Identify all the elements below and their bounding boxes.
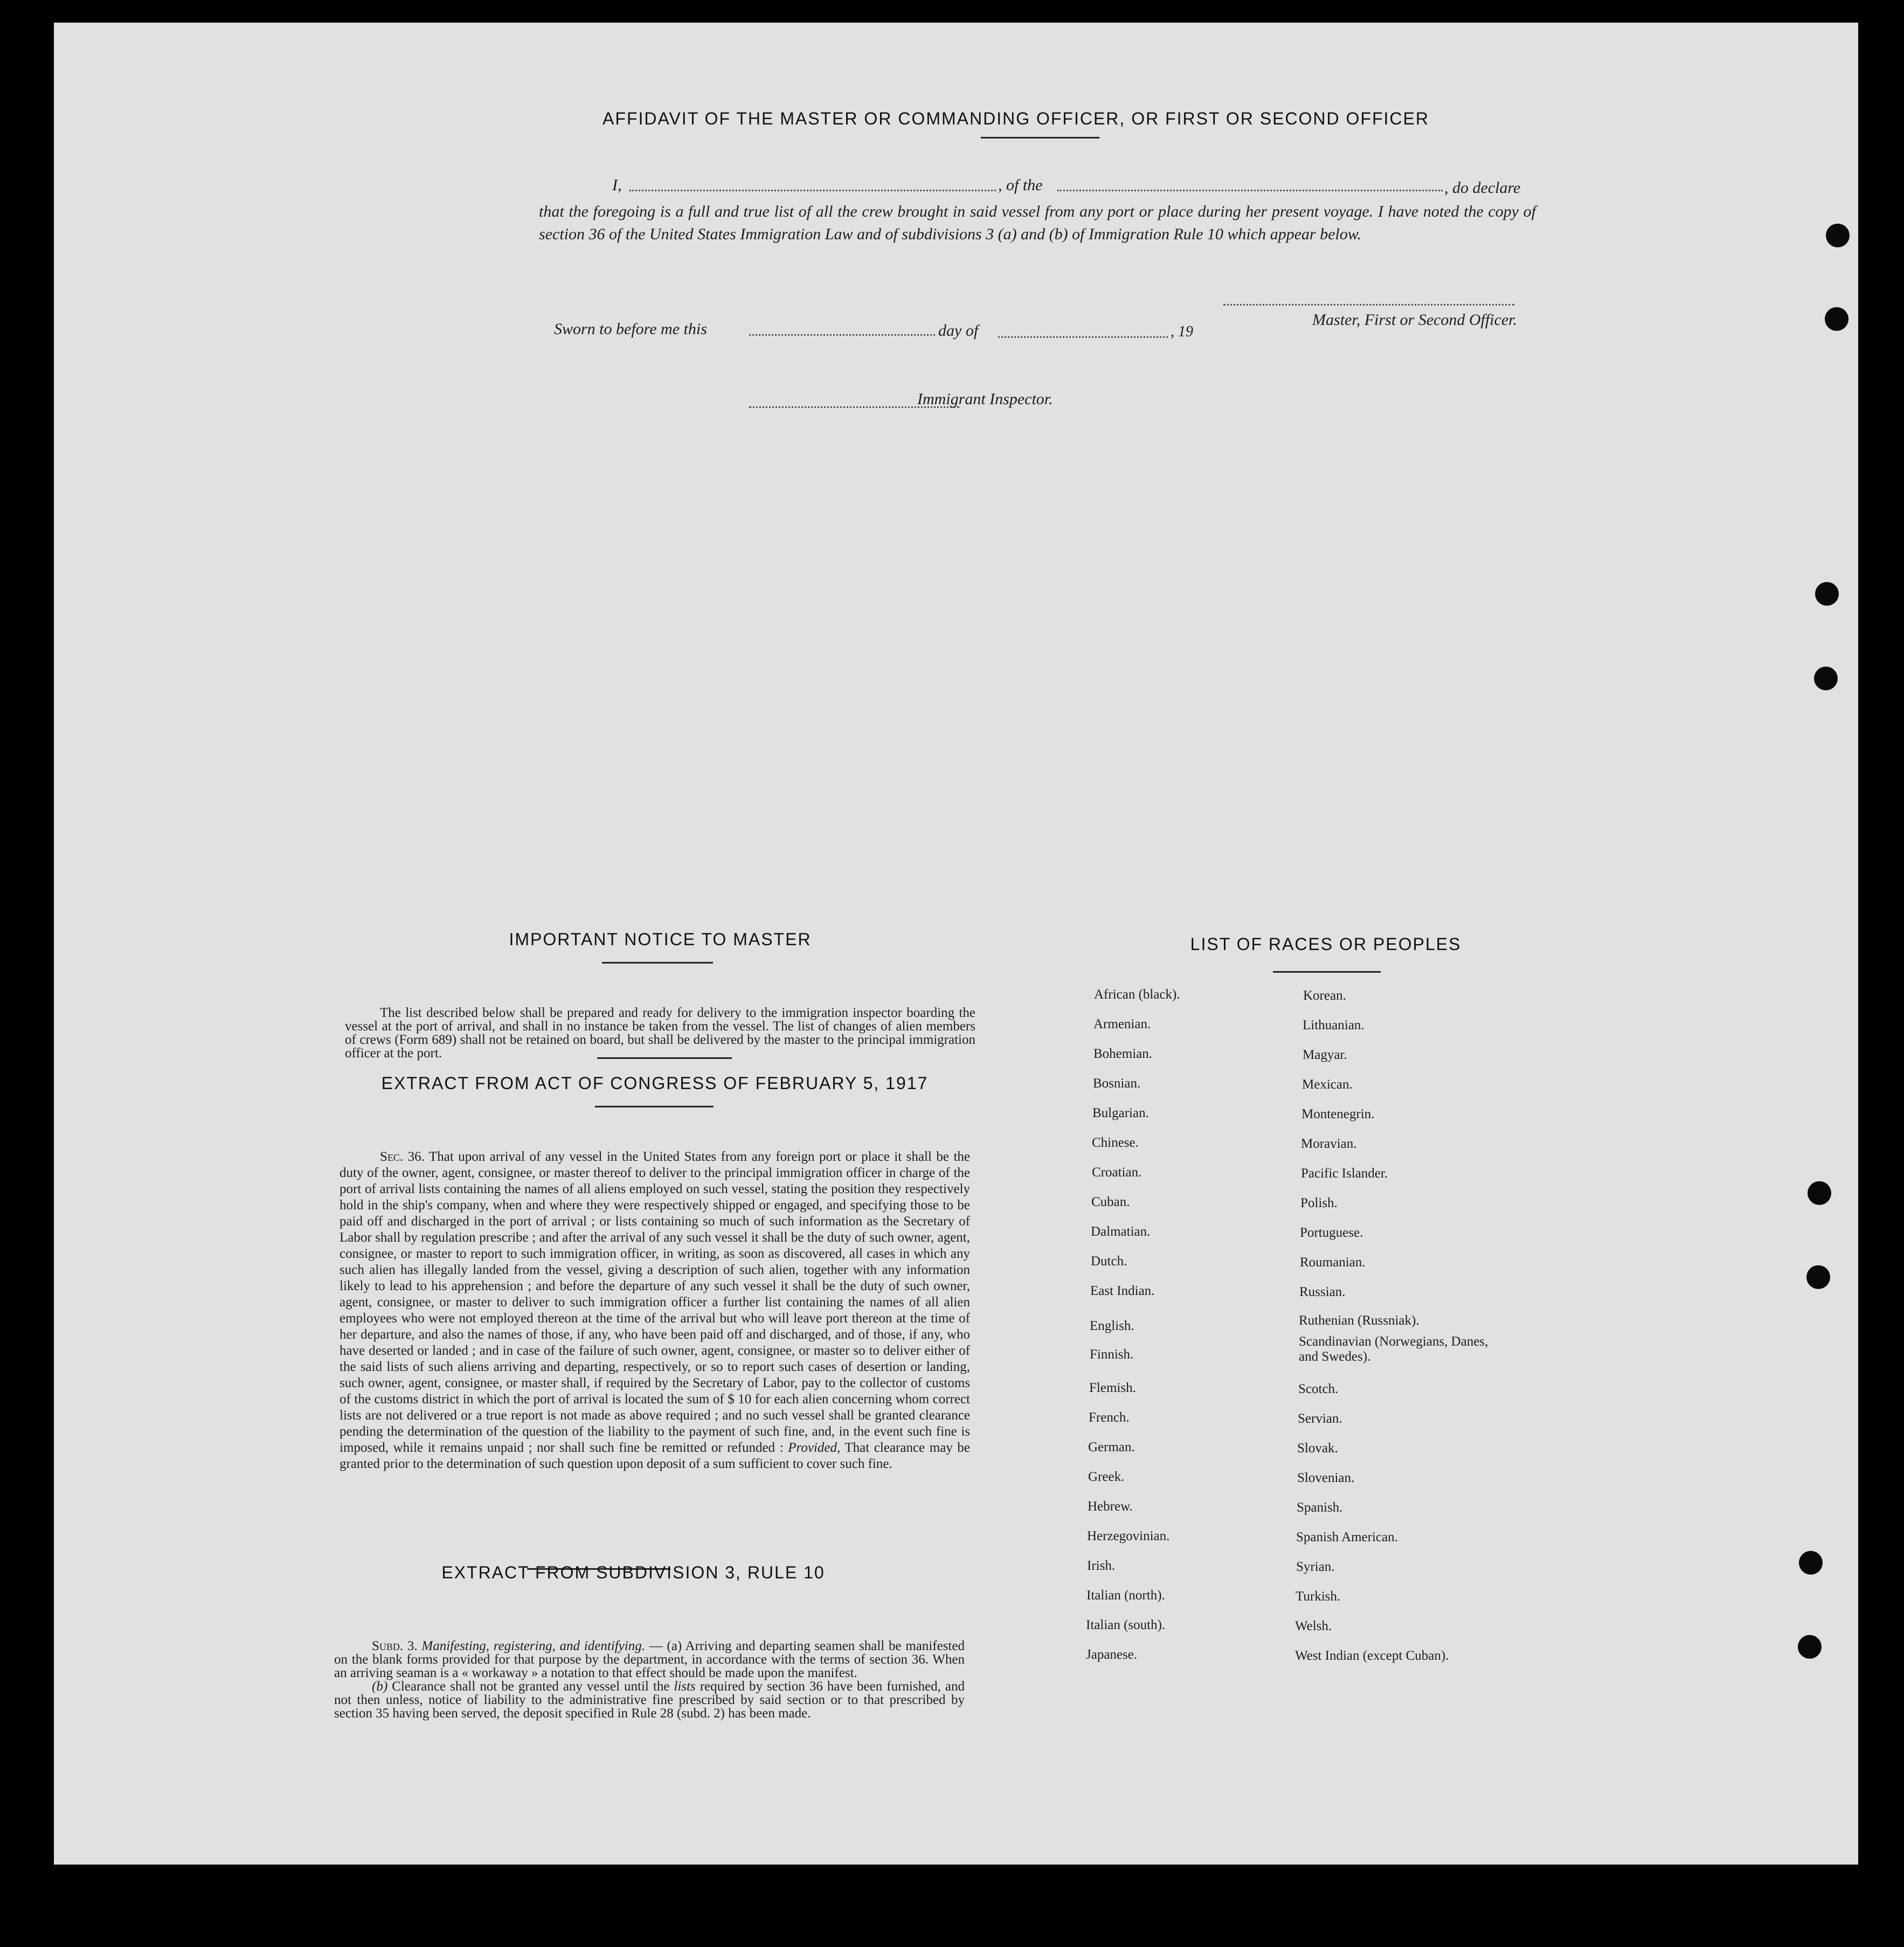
race-item: Chinese. — [1092, 1135, 1139, 1150]
race-item: Servian. — [1298, 1411, 1342, 1426]
document-page — [54, 23, 1858, 1865]
race-item: Lithuanian. — [1303, 1018, 1365, 1033]
race-item: Hebrew. — [1088, 1499, 1133, 1514]
extract-act-title: EXTRACT FROM ACT OF CONGRESS OF FEBRUARY 5, 1917 — [381, 1073, 929, 1093]
race-item: Italian (south). — [1086, 1618, 1166, 1632]
race-item: Herzegovinian. — [1087, 1529, 1170, 1543]
race-item: Slovak. — [1297, 1441, 1338, 1456]
signature-blank-line[interactable] — [1223, 304, 1514, 306]
affidavit-declare-label: , do declare — [1444, 179, 1521, 197]
race-item: Dalmatian. — [1091, 1224, 1151, 1239]
race-item: Portuguese. — [1300, 1225, 1363, 1240]
race-item: West Indian (except Cuban). — [1295, 1648, 1449, 1663]
sworn-month-blank-line[interactable] — [998, 336, 1168, 338]
section-36-body: That upon arrival of any vessel in the United States from any foreign port or place it shall be the duty of the owner, agent, consignee, or master thereof to deliver to the principal immigration officer in charge of the port of arrival lists containing the names of all aliens employed on such vessel, stating the position they respectively hold in the ship's company, when and where they were respectively shipped or engaged, and specifying those to be paid off and discharged in the port of arrival ; or lists containing so much of such information as the Secretary of Labor shall by regulation prescribe ; and after the arrival of any such vessel it shall be the duty of such owner, agent, consignee, or master to report to such immigration officer, in writing, as soon as discovered, all cases in which any such alien has illegally landed from the vessel, giving a description of such alien, together with any information likely to lead to his apprehension ; and before the departure of any such vessel it shall be the duty of such owner, agent, consignee, or master to deliver to such immigration officer a further list containing the names of all alien employees who were not employed thereon at the time of the arrival but who will leave port thereon at the time of her departure, and also the names of those, if any, who have been paid off and discharged, and of those, if any, who have deserted or landed ; and in case of the failure of such owner, agent, consignee, or master so to deliver either of the said lists of such aliens arriving and departing, respectively, or so to report such cases of desertion or landing, such owner, agent, consignee, or master shall, if required by the Secretary of Labor, pay to the collector of customs of the customs district in which the port of arrival is located the sum of $ 10 for each alien concerning whom correct lists are not delivered or a true report is not made as above required ; and no such vessel shall be granted clearance pending the determination of the question of the liability to the payment of such fine, and, in the event such fine is imposed, while it remains unpaid ; nor shall such fine be remitted or refunded : — [340, 1149, 971, 1455]
race-item: Russian. — [1299, 1285, 1346, 1299]
race-item: East Indian. — [1090, 1284, 1155, 1298]
title-underline — [981, 137, 1099, 138]
affidavit-i-label: I, — [612, 176, 622, 194]
punch-hole — [1806, 1265, 1830, 1289]
subd-para-b-label: (b) — [372, 1679, 388, 1694]
section-divider — [597, 1057, 732, 1059]
race-item: German. — [1088, 1440, 1135, 1454]
race-item: English. — [1090, 1319, 1134, 1333]
section-36-proviso: That clearance may be granted prior to the determination of such question upon deposit of a sum sufficient to cover such fine. — [340, 1440, 970, 1471]
notice-title: IMPORTANT NOTICE TO MASTER — [509, 930, 812, 949]
provided-word: Provided, — [788, 1440, 841, 1455]
race-item: African (black). — [1094, 987, 1180, 1002]
punch-hole — [1799, 1551, 1823, 1575]
sworn-label: Sworn to before me this — [554, 320, 707, 338]
title-underline — [1273, 971, 1381, 973]
race-item: Mexican. — [1302, 1077, 1353, 1092]
race-item: Slovenian. — [1297, 1471, 1355, 1485]
subd-para-b-pre: Clearance shall not be granted any vessel until the — [392, 1679, 670, 1694]
signature-caption: Master, First or Second Officer. — [1312, 311, 1517, 329]
subd-para-a: — (a) Arriving and departing seamen shall be manifested on the blank forms provided for that purpose by the department, in accordance with the terms of section 36. When an arriving seaman is a « workaway » a notation to that effect should be made upon the manifest. — [334, 1639, 965, 1680]
sworn-day-blank-line[interactable] — [749, 334, 935, 336]
race-item: Bosnian. — [1093, 1076, 1141, 1091]
race-item: Irish. — [1087, 1558, 1116, 1573]
race-item: Syrian. — [1296, 1560, 1335, 1574]
day-of-label: day of — [938, 322, 979, 339]
subdivision-3-text — [334, 1639, 965, 1720]
name-blank-line[interactable] — [629, 190, 996, 191]
affidavit-of-the-label: , of the — [998, 176, 1043, 194]
race-item: Flemish. — [1089, 1381, 1136, 1395]
race-item: Korean. — [1303, 988, 1346, 1003]
notice-body: The list described below shall be prepared and ready for delivery to the immigration inspector boarding the vessel at the port of arrival, and shall in no instance be taken from the vessel. The list of changes of alien members of crews (Form 689) shall not be retained on board, but shall be delivered by the master to the principal immigration officer at the port. — [345, 1006, 975, 1061]
subd-para-b-post: required by section 36 have been furnished, and not then unless, notice of liability to the administrative fine prescribed by said section or to that prescribed by section 35 having been served, the deposit specified in Rule 28 (subd. 2) has been made. — [334, 1679, 965, 1721]
race-item: Bulgarian. — [1092, 1106, 1149, 1120]
year-prefix-label: , 19 — [1171, 323, 1193, 340]
race-item: Magyar. — [1303, 1048, 1347, 1062]
race-item: Polish. — [1300, 1196, 1338, 1210]
title-underline — [602, 962, 713, 964]
punch-hole — [1798, 1635, 1822, 1659]
affidavit-body: that the foregoing is a full and true list of all the crew brought in said vessel from any port or place during her present voyage. I have noted the copy of section 36 of the United States Immigration Law and of subdivisions 3 (a) and (b) of Immigration Rule 10 which appear below. — [539, 203, 1536, 243]
race-item: Montenegrin. — [1301, 1107, 1375, 1121]
race-item: Ruthenian (Russniak). — [1299, 1313, 1420, 1328]
race-item: Croatian. — [1092, 1165, 1142, 1180]
race-item: Spanish American. — [1296, 1530, 1398, 1544]
race-item: Turkish. — [1296, 1589, 1341, 1604]
subd-label: Subd. 3. — [372, 1639, 418, 1653]
race-item: Japanese. — [1086, 1647, 1138, 1662]
punch-hole — [1808, 1181, 1831, 1205]
extract-rule-title: EXTRACT FROM SUBDIVISION 3, RULE 10 — [441, 1563, 825, 1582]
section-36-text — [340, 1149, 970, 1472]
races-title: LIST OF RACES OR PEOPLES — [1190, 934, 1462, 954]
race-item: Cuban. — [1091, 1195, 1130, 1209]
race-item: Bohemian. — [1093, 1047, 1153, 1061]
race-item: Greek. — [1088, 1470, 1125, 1484]
affidavit-title: AFFIDAVIT OF THE MASTER OR COMMANDING OFFICER, OR FIRST OR SECOND OFFICER — [603, 109, 1429, 128]
inspector-caption: Immigrant Inspector. — [917, 390, 1053, 408]
punch-hole — [1814, 667, 1838, 690]
race-item: Moravian. — [1301, 1137, 1357, 1151]
race-item: Italian (north). — [1086, 1588, 1165, 1603]
race-item: Roumanian. — [1300, 1255, 1366, 1270]
race-item: Pacific Islander. — [1301, 1166, 1388, 1181]
race-item: Armenian. — [1093, 1017, 1151, 1031]
race-item: Welsh. — [1295, 1619, 1332, 1633]
race-item: Spanish. — [1297, 1500, 1343, 1515]
race-item: French. — [1089, 1410, 1130, 1425]
punch-hole — [1826, 224, 1850, 247]
vessel-blank-line[interactable] — [1057, 190, 1443, 191]
race-item: Dutch. — [1091, 1254, 1127, 1269]
title-underline — [595, 1106, 714, 1107]
race-item: Finnish. — [1090, 1347, 1134, 1362]
subd-para-b-lists: lists — [674, 1679, 696, 1694]
section-36-label: Sec. 36. — [380, 1149, 425, 1164]
punch-hole — [1825, 307, 1848, 331]
subd-heading: Manifesting, registering, and identifying. — [421, 1639, 645, 1653]
punch-hole — [1815, 582, 1839, 606]
race-item: Scotch. — [1298, 1382, 1339, 1396]
race-item: Scandinavian (Norwegians, Danes, and Swedes). — [1299, 1334, 1488, 1364]
